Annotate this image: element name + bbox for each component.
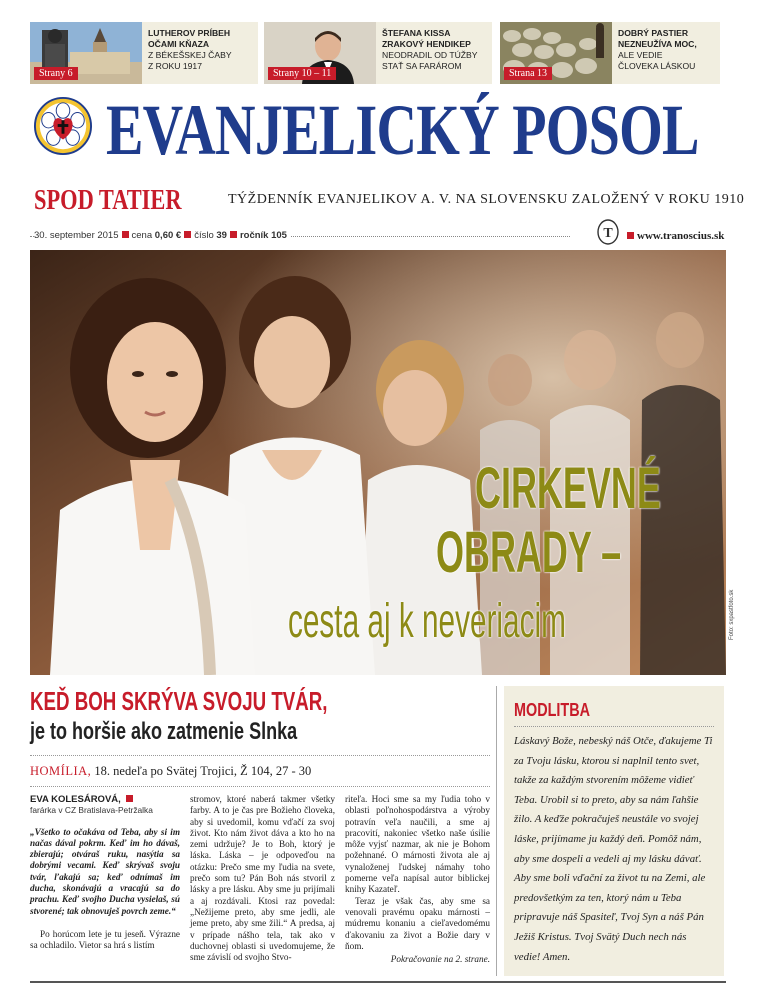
teaser-pages-badge: Strany 10 – 11 bbox=[268, 67, 336, 80]
teaser-text bbox=[382, 28, 478, 72]
hero-headline-1: CIRKEVNÉ bbox=[475, 456, 661, 521]
article-column-2 bbox=[190, 794, 335, 963]
teaser-sub-line: Z BÉKEŠSKEJ ČABY bbox=[148, 50, 232, 60]
teaser-title-line: NEZNEUŽÍVA MOC, bbox=[618, 39, 697, 49]
prayer-title: MODLITBA bbox=[514, 700, 590, 720]
article-subtitle: je to horšie ako zatmenie Slnka bbox=[30, 718, 298, 745]
teaser-title-line: ZRAKOVÝ HENDIKEP bbox=[382, 39, 471, 49]
divider bbox=[30, 786, 490, 787]
homily-reference: 18. nedeľa po Svätej Trojici, Ž 104, 27 - 30 bbox=[94, 764, 312, 778]
column-divider bbox=[496, 686, 497, 976]
luther-rose-seal-icon bbox=[34, 97, 92, 155]
article-quote: „Všetko to očakáva od Teba, aby si im načas dával pokrm. Keď im ho dávaš, zbierajú; otváraš ruku, nasýtia sa dobrými vecami. Keď skrývaš svoju tvár, ľakajú sa; keď odnímaš im ducha, skonávajú a vracajú sa do prachu. Keď svojho Ducha vysielaš, sú stvorené; tak obnovuješ povrch zeme.“ bbox=[30, 826, 180, 916]
issue-info-bar bbox=[30, 228, 750, 244]
teaser-title-line: DOBRÝ PASTIER bbox=[618, 28, 689, 38]
issue-meta bbox=[34, 230, 291, 241]
prayer-text: Láskavý Bože, nebeský náš Otče, ďakujeme Ti za Tvoju lásku, ktorou si naplnil tento svet, takže za každým stvorením môžeme vidieť Teba. Urobil si to preto, aby sa nám ľahšie žilo. A keďže pokračuješ neustále vo svojej láske, prijímame ju každý deň. Pomôž nám, aby sme dospeli a vedeli aj my lásku dávať. Aby sme boli vďační za život tu na Zemi, ale predovšetkým za ten, ktorý nám u Teba pripravuje náš Spasiteľ, Tvoj Syn a náš Pán Ježiš Kristus. Tvoj Svätý Duch nech nás vedie! Amen. bbox=[514, 735, 713, 963]
volume-label: ročník bbox=[239, 230, 269, 241]
article-column-1 bbox=[30, 794, 180, 952]
bullet-square-icon bbox=[627, 232, 634, 239]
teaser-pages-badge: Strany 6 bbox=[34, 67, 78, 80]
bullet-square-icon bbox=[122, 231, 129, 238]
author-name bbox=[30, 794, 180, 805]
masthead-subtitle: SPOD TATIER bbox=[34, 185, 182, 216]
bullet-square-icon bbox=[126, 795, 133, 802]
number-label: číslo bbox=[194, 230, 214, 241]
photo-credit: Foto: sxpastfoto.sk bbox=[729, 589, 735, 640]
divider bbox=[30, 755, 490, 756]
masthead-subhead bbox=[30, 185, 750, 223]
teaser-sub-line: NEODRADIL OD TÚŽBY bbox=[382, 50, 478, 60]
homily-label: HOMÍLIA, bbox=[30, 764, 92, 778]
hero-headline-3: cesta aj k neveriacim bbox=[288, 595, 566, 648]
bottom-rule bbox=[30, 981, 726, 983]
teaser-strip bbox=[30, 22, 750, 84]
article-title: KEĎ BOH SKRÝVA SVOJU TVÁR, bbox=[30, 686, 328, 716]
bullet-square-icon bbox=[184, 231, 191, 238]
homily-line bbox=[30, 764, 311, 779]
teaser-luther[interactable] bbox=[30, 22, 258, 84]
teaser-title-line: OČAMI KŇAZA bbox=[148, 39, 210, 49]
teaser-sub-line: STAŤ SA FARÁROM bbox=[382, 61, 462, 71]
masthead bbox=[30, 90, 750, 175]
teaser-text bbox=[618, 28, 697, 72]
divider bbox=[514, 726, 714, 727]
teaser-pages-badge: Strana 13 bbox=[504, 67, 552, 80]
teaser-shepherd[interactable] bbox=[500, 22, 720, 84]
article-paragraph: Teraz je však čas, aby sme sa venovali pravému opaku márnosti – múdremu konaniu a cieľavedomému ďakovaniu za život a Božie dary v ňom. bbox=[345, 895, 490, 951]
price-label: cena bbox=[131, 230, 153, 241]
masthead-tagline: TÝŽDENNÍK EVANJELIKOV A. V. NA SLOVENSKU ZALOŽENÝ V ROKU 1910 bbox=[228, 192, 745, 207]
masthead-title: EVANJELICKÝ POSOL bbox=[106, 90, 699, 170]
hero-headline-2: OBRADY – bbox=[436, 520, 622, 585]
svg-text:T: T bbox=[603, 226, 613, 241]
teaser-title-line: LUTHEROV PRÍBEH bbox=[148, 28, 231, 38]
issue-price: 0,60 € bbox=[154, 230, 182, 241]
issue-date: 30. september 2015 bbox=[34, 230, 119, 241]
article-paragraph: stromov, ktoré naberá takmer všetky farby. A to je čas pre Božieho človeka, aby si uvedomil, komu vďačí za svoj život. Kto nám život dáva a kto ho na zemi udržuje? Je to Boh, ktorý je láska. Láska – je odpoveďou na otázku: Prečo sme my ľudia na svete, prečo som tu? Pán Boh nás stvoril z lásky a pre lásku. Aby sme ju prijímali a aj rozdávali. Ktosi raz povedal: „Nežijeme preto, aby sme jedli, ale jeme preto, aby sme žili.“ A predsa, aj v prípade nášho tela, tak ako v duchovnej oblasti si uvedomujeme, že sme závislí od svojho Stvo- bbox=[190, 794, 335, 963]
bullet-square-icon bbox=[230, 231, 237, 238]
prayer-panel bbox=[504, 686, 724, 976]
author-name-text: EVA KOLESÁROVÁ, bbox=[30, 794, 121, 805]
teaser-sub-line: ALE VEDIE bbox=[618, 50, 663, 60]
teaser-kiss[interactable] bbox=[264, 22, 492, 84]
website-link[interactable] bbox=[624, 230, 724, 242]
issue-volume: 105 bbox=[271, 230, 287, 241]
continuation-link[interactable]: Pokračovanie na 2. strane. bbox=[390, 954, 490, 965]
issue-number: 39 bbox=[216, 230, 227, 241]
teaser-text bbox=[148, 28, 232, 72]
teaser-sub-line: ČLOVEKA LÁSKOU bbox=[618, 61, 696, 71]
article-paragraph: Po horúcom lete je tu jeseň. Výrazne sa ochladilo. Vietor sa hrá s listím bbox=[30, 928, 180, 951]
tranoscius-logo-icon bbox=[596, 218, 620, 246]
article-column-3 bbox=[345, 794, 490, 965]
teaser-sub-line: Z ROKU 1917 bbox=[148, 61, 202, 71]
teaser-title-line: ŠTEFANA KISSA bbox=[382, 28, 451, 38]
website-url: www.tranoscius.sk bbox=[637, 230, 725, 242]
article-paragraph: riteľa. Hoci sme sa my ľudia toho v oblasti poľnohospodárstva a výroby potravín veľa naučili, a sme aj pracovití, nakoniec všetko naše úsilie môže vyjsť nazmar, ak nie je Bohom požehnané. O márnosti života ale aj vynaloženej ľudskej námahy toho pomerne veľa napísal autor biblickej knihy Kazateľ. bbox=[345, 794, 490, 895]
author-role: farárka v CZ Bratislava-Petržalka bbox=[30, 805, 153, 816]
